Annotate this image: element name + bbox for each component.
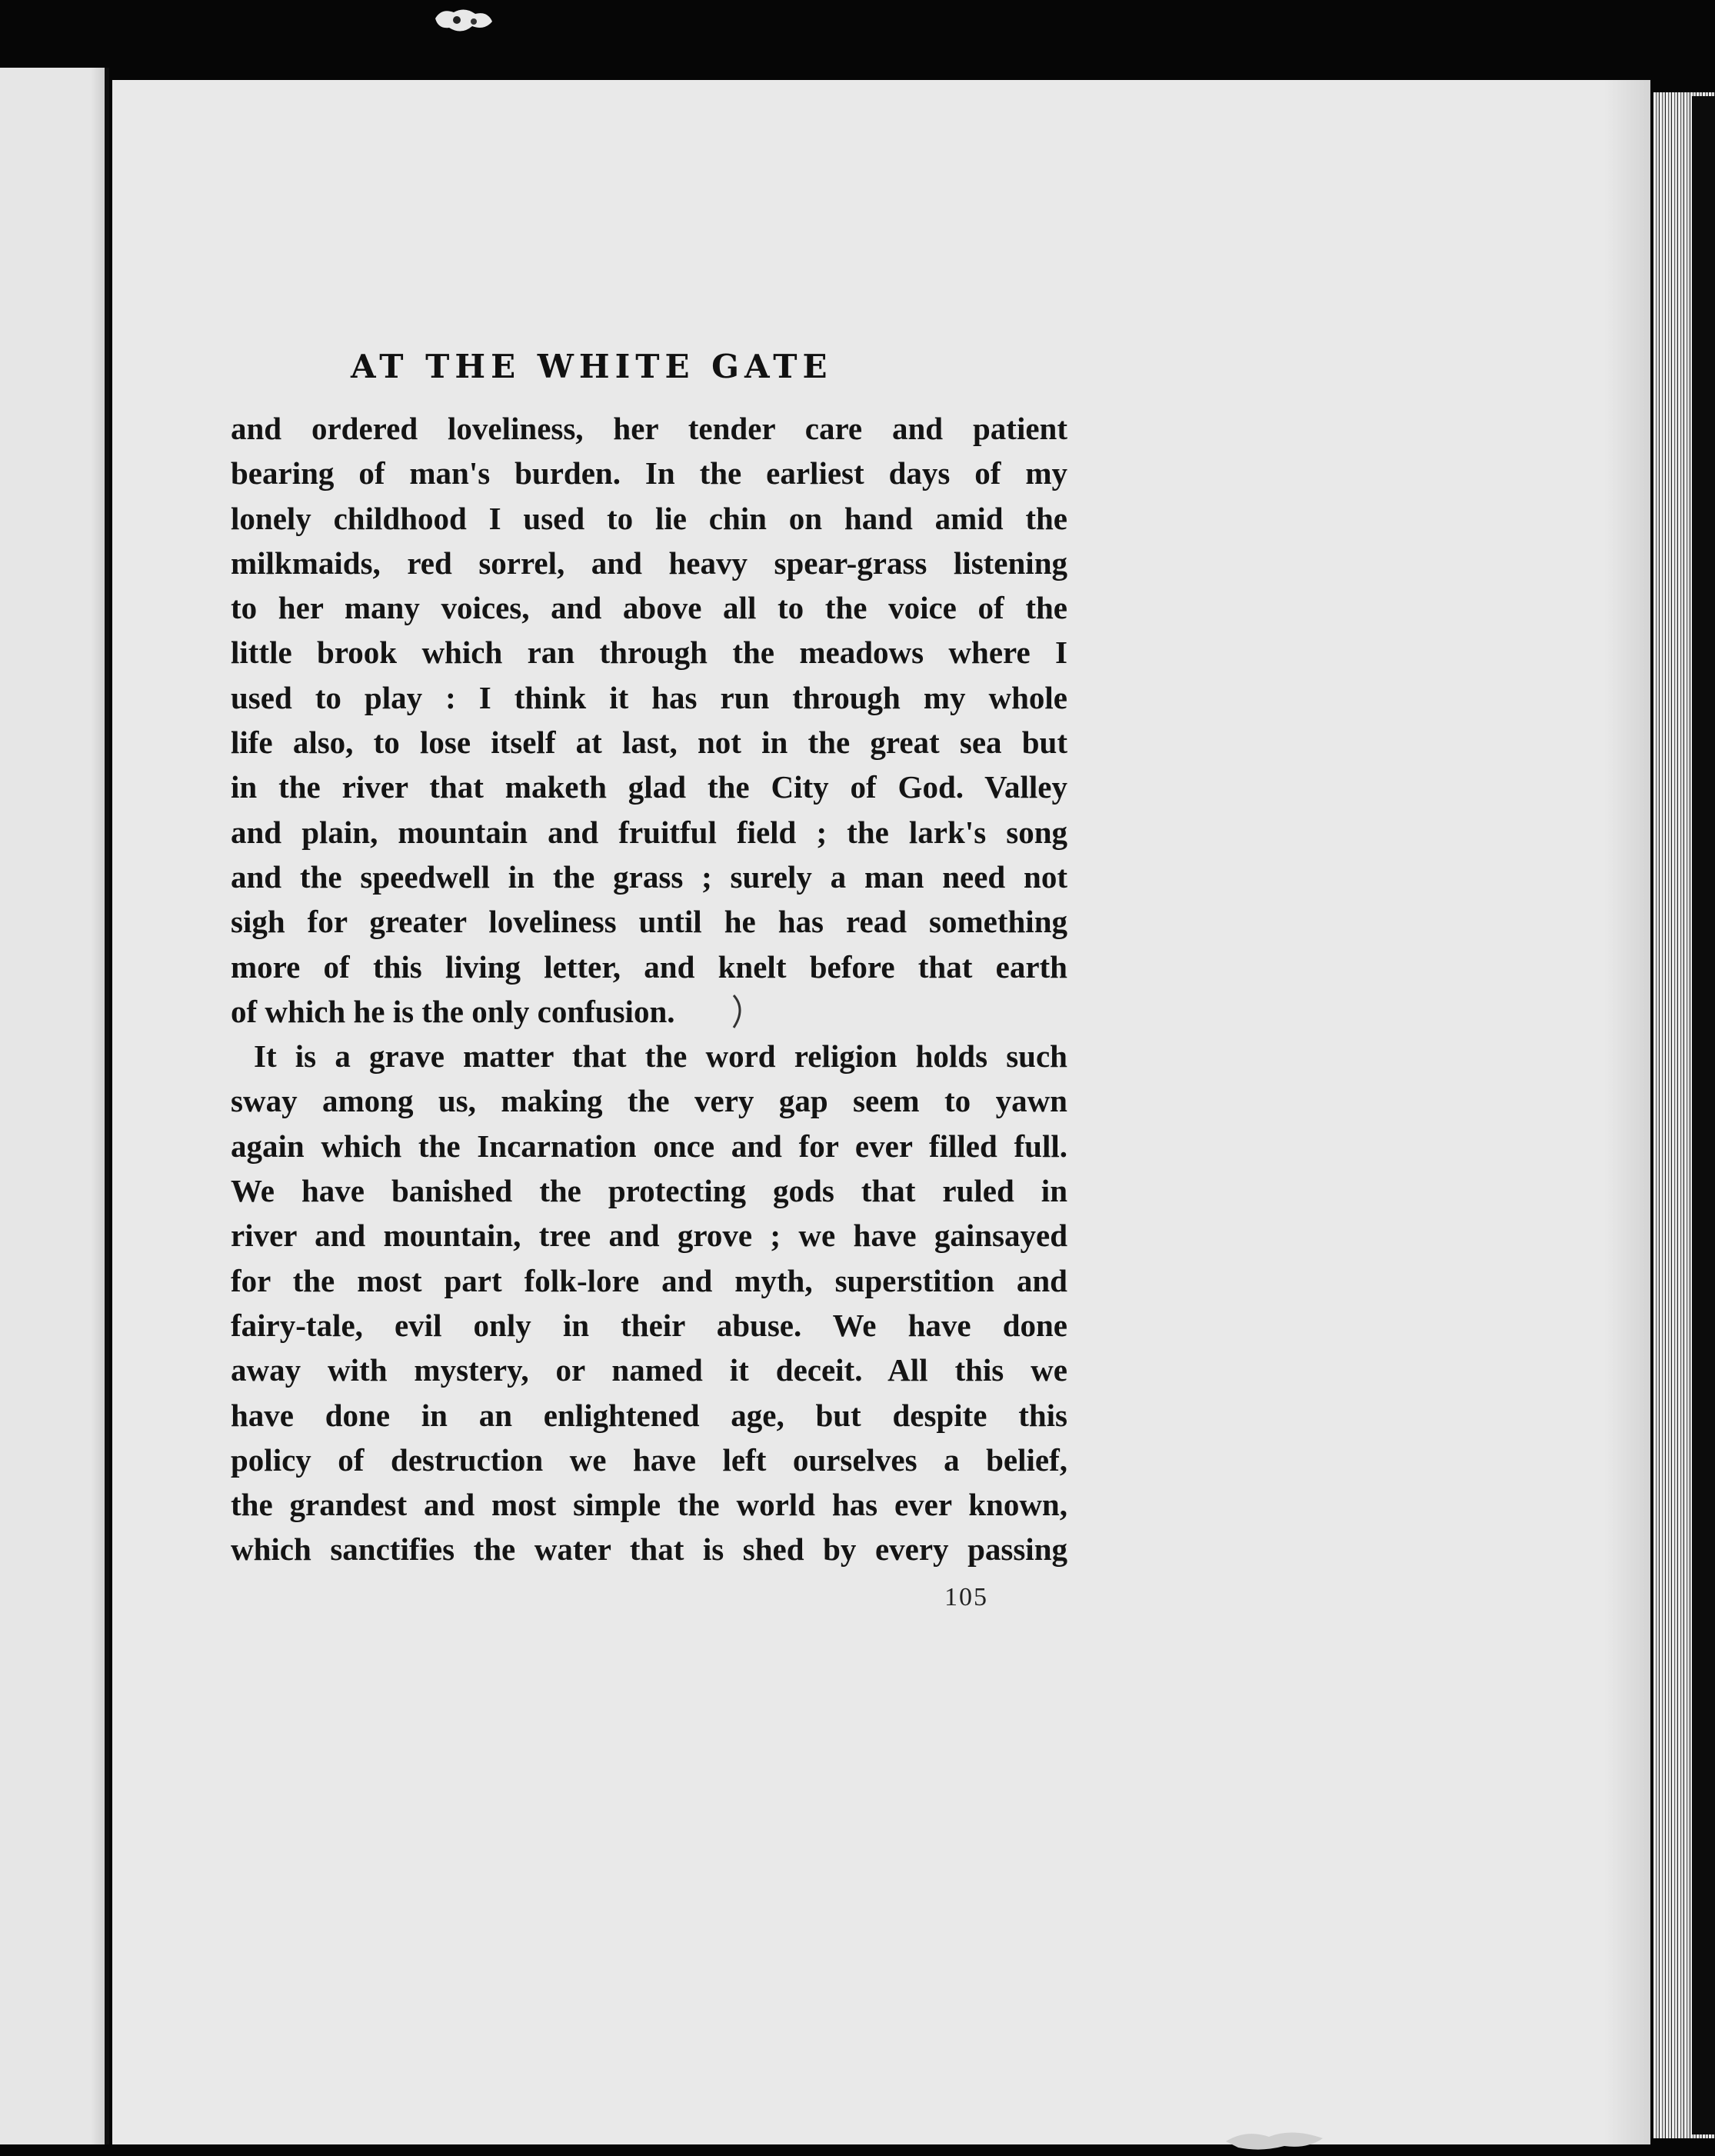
text-line: again which the Incarnation once and for ever filled full. [231, 1128, 1067, 1164]
text-line: and the speedwell in the grass ; surely a man need not [231, 858, 1067, 895]
pencil-bracket-mark [729, 992, 749, 1031]
running-head: AT THE WHITE GATE [351, 348, 833, 385]
text-line: which sanctifies the water that is shed by every passing [231, 1531, 1067, 1568]
text-line: in the river that maketh glad the City of God. Valley [231, 769, 1067, 805]
text-line: more of this living letter, and knelt before that earth [231, 948, 1067, 985]
paragraph-end-line: of which he is the only confusion. [231, 993, 675, 1029]
text-line: We have banished the protecting gods that ruled in [231, 1173, 1067, 1209]
text-line: bearing of man's burden. In the earliest days of my [231, 455, 1067, 492]
text-line: and ordered loveliness, her tender care and patient [231, 411, 1067, 446]
text-line: the grandest and most simple the world has ever known, [231, 1487, 1067, 1523]
text-line: and plain, mountain and fruitful field ; the lark's song [231, 814, 1067, 850]
page-number: 105 [944, 1583, 988, 1611]
scan-smudge-top [431, 5, 498, 37]
text-line: river and mountain, tree and grove ; we have gainsayed [231, 1218, 1067, 1254]
text-line: life also, to lose itself at last, not in the great sea but [231, 725, 1067, 761]
text-line: policy of destruction we have left ourselves a belief, [231, 1441, 1067, 1478]
text-line: away with mystery, or named it deceit. All this we [231, 1352, 1067, 1388]
text-line: sway among us, making the very gap seem to yawn [231, 1083, 1067, 1119]
text-line: lonely childhood I used to lie chin on hand amid the [231, 500, 1067, 536]
body-text [231, 406, 1067, 1572]
text-line: milkmaids, red sorrel, and heavy spear-grass listening [231, 545, 1067, 581]
text-line: for the most part folk-lore and myth, superstition and [231, 1262, 1067, 1298]
text-line: used to play : I think it has run through my whole [231, 679, 1067, 715]
text-line: have done in an enlightened age, but despite this [231, 1397, 1067, 1433]
text-line: little brook which ran through the meadows where I [231, 635, 1067, 671]
scan-smudge-bottom [1223, 2124, 1330, 2154]
paragraph-start-line: It is a grave matter that the word religion holds such [254, 1038, 1067, 1075]
scan-border-top [0, 0, 1715, 77]
facing-page-edge [0, 68, 109, 2144]
text-line: sigh for greater loveliness until he has read something [231, 904, 1067, 940]
text-line: to her many voices, and above all to the voice of the [231, 590, 1067, 626]
scan-border-right [1692, 96, 1715, 2134]
text-line: fairy-tale, evil only in their abuse. We have done [231, 1307, 1067, 1343]
